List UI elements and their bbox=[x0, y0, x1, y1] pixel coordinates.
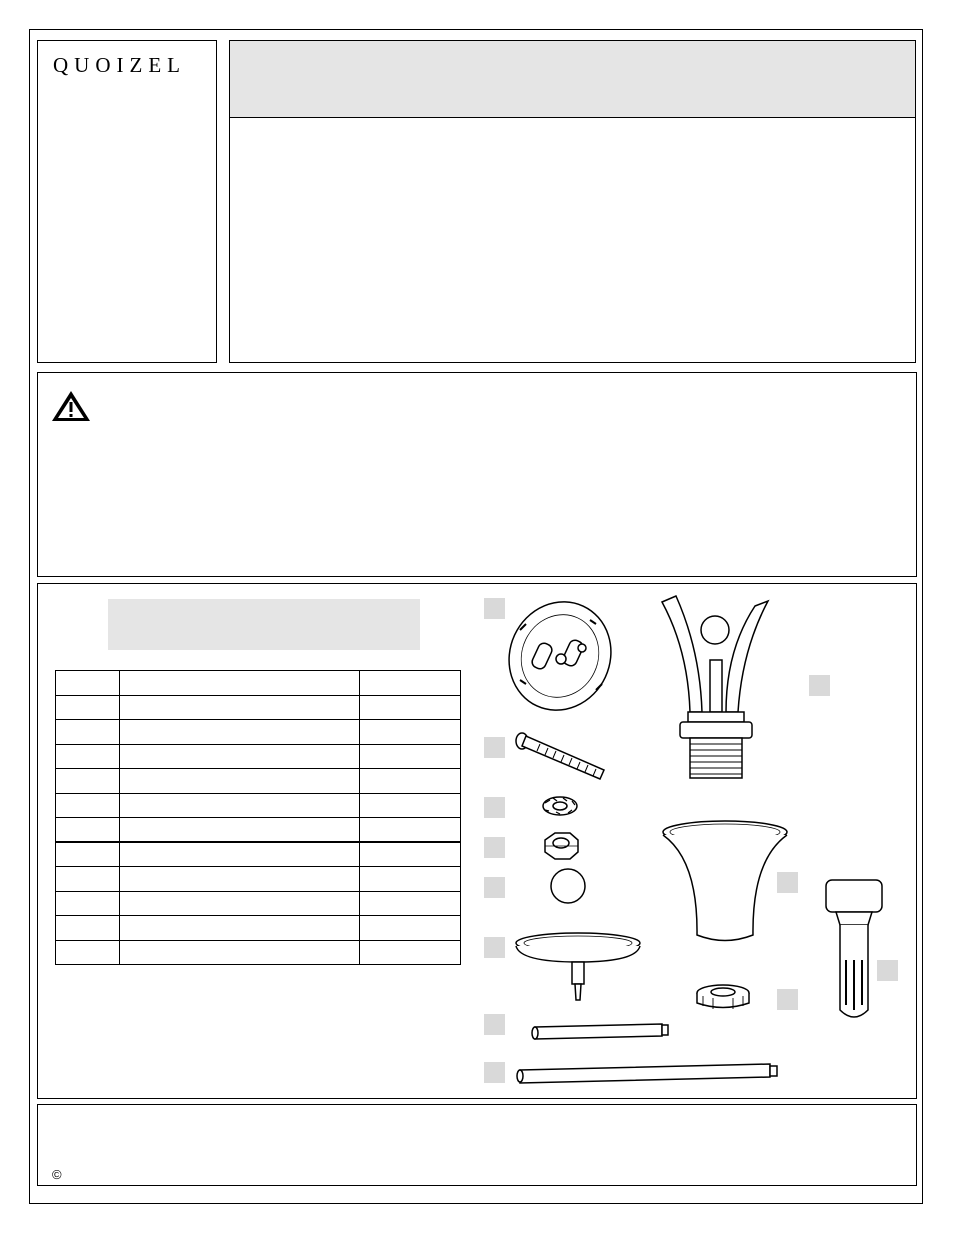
threaded-ring-icon bbox=[697, 985, 749, 1009]
socket-icon bbox=[826, 880, 882, 1017]
arm-body-icon bbox=[662, 596, 768, 778]
footer-panel bbox=[37, 1104, 917, 1186]
long-stem-icon bbox=[517, 1064, 777, 1083]
finial-ball-icon bbox=[551, 869, 585, 903]
glass-shade-icon bbox=[663, 821, 787, 941]
mounting-screw-icon bbox=[516, 733, 604, 779]
canopy-icon bbox=[516, 933, 640, 1000]
hex-nut-icon bbox=[545, 833, 578, 859]
short-stem-icon bbox=[532, 1024, 668, 1039]
mounting-plate-icon bbox=[491, 585, 628, 727]
lock-washer-icon bbox=[543, 797, 577, 815]
copyright-symbol: © bbox=[52, 1167, 62, 1182]
brand-logo: QUOIZEL bbox=[53, 53, 186, 77]
